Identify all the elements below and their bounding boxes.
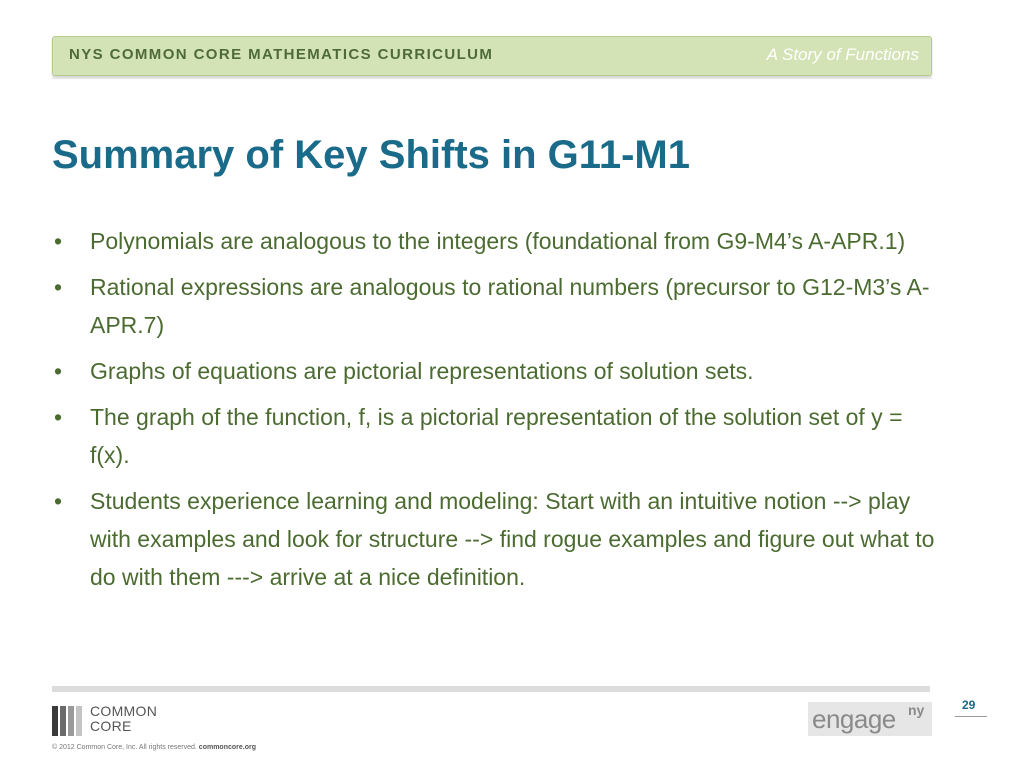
page-number: 29 xyxy=(962,698,976,712)
bullet-item xyxy=(52,222,942,260)
footer-divider xyxy=(52,686,930,692)
bullet-icon: • xyxy=(54,358,63,384)
bullet-item xyxy=(52,268,942,344)
common-core-bars-icon xyxy=(52,706,84,736)
engage-ny-superscript: ny xyxy=(908,702,925,718)
logo-line-core: CORE xyxy=(90,718,132,734)
bullet-text: The graph of the function, f, is a pictorial representation of the solution set of y = f(x). xyxy=(90,404,903,468)
engage-wordmark: engage xyxy=(812,704,896,734)
common-core-logo xyxy=(52,704,192,738)
bullet-text: Graphs of equations are pictorial representations of solution sets. xyxy=(90,358,754,384)
bullet-icon: • xyxy=(54,274,63,300)
bullet-list xyxy=(52,222,942,604)
bullet-text: Rational expressions are analogous to rational numbers (precursor to G12-M3’s A-APR.7) xyxy=(90,274,930,338)
bullet-icon: • xyxy=(54,404,63,430)
header-divider xyxy=(52,78,932,79)
curriculum-name: NYS COMMON CORE MATHEMATICS CURRICULUM xyxy=(69,46,494,63)
bullet-icon: • xyxy=(54,228,63,254)
logo-line-common: COMMON xyxy=(90,703,158,719)
page-number-underline xyxy=(955,716,987,717)
common-core-wordmark xyxy=(90,704,157,734)
bullet-item xyxy=(52,482,942,596)
bullet-item xyxy=(52,398,942,474)
story-name: A Story of Functions xyxy=(766,45,919,64)
copyright-notice xyxy=(52,744,256,751)
curriculum-header-bar xyxy=(52,36,932,76)
bullet-icon: • xyxy=(54,488,63,514)
copyright-link[interactable]: commoncore.org xyxy=(198,744,256,751)
engage-ny-logo xyxy=(808,702,932,736)
bullet-text: Students experience learning and modeling: Start with an intuitive notion --> play with examples and look for structure --> find rogue examples and figure out what to do with them ---> arrive at a nice definition. xyxy=(90,488,935,590)
slide-title: Summary of Key Shifts in G11-M1 xyxy=(52,133,690,177)
copyright-text: © 2012 Common Core, Inc. All rights reserved. xyxy=(52,744,197,751)
bullet-text: Polynomials are analogous to the integers (foundational from G9-M4’s A-APR.1) xyxy=(90,228,906,254)
bullet-item xyxy=(52,352,942,390)
